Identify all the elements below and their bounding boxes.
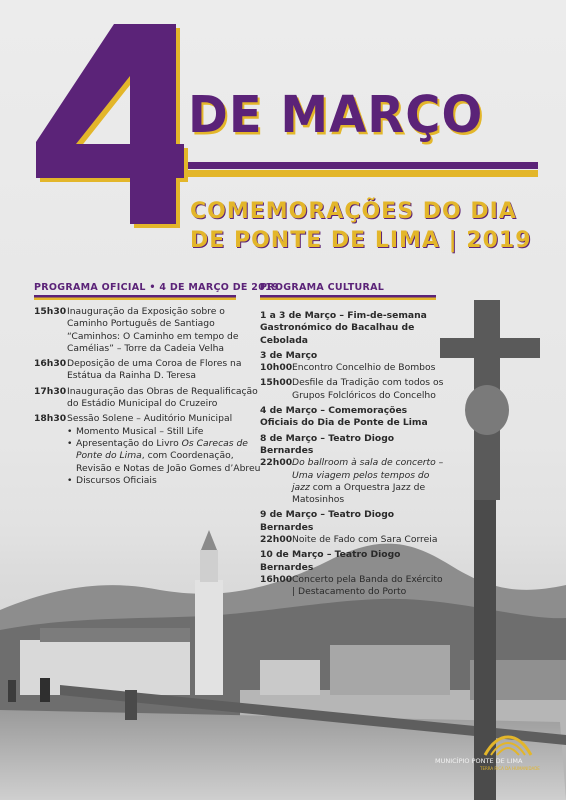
cultural-item: 22h00 Do ballroom à sala de concerto – Uma viagem pelos tempos do jazz com a Orquestra Jazz de Matosinhos [260,457,444,506]
event-description: Inauguração das Obras de Requalificação do Estádio Municipal do Cruzeiro [67,385,258,410]
cultural-program-list [260,310,446,602]
cultural-program-rule [260,295,436,300]
official-item [34,306,266,355]
event-description: Deposição de uma Coroa de Flores na Estátua da Rainha D. Teresa [67,358,242,382]
title-rule-gold [188,170,538,177]
cultural-item: 15h00 Desfile da Tradição com todos os Grupos Folclóricos do Concelho [260,377,444,401]
cultural-item: 10h00 Encontro Concelhio de Bombos [260,362,436,374]
official-item [34,358,266,383]
logo-name: MUNICÍPIO PONTE DE LIMA [435,757,523,765]
title-rule-purple [188,162,538,169]
cultural-item: 22h00 Noite de Fado com Sara Correia [260,534,438,546]
day-heading: 8 de Março – Teatro Diogo Bernardes [260,432,395,456]
day-heading: 10 de Março – Teatro Diogo Bernardes [260,549,401,573]
official-item [34,386,266,411]
logo-tagline: TERRA RICA DA HUMANIDADE [480,766,540,771]
session-subitems [67,426,266,487]
title-date: DE MARÇO [188,86,484,145]
municipality-logo [435,735,545,775]
list-item: 1 a 3 de Março – Fim-de-semana Gastronómico do Bacalhau de Cebolada [260,310,427,346]
cultural-item: 16h00 Concerto pela Banda do Exército | Destacamento do Porto [260,573,443,598]
official-item [34,413,266,487]
official-program-heading: PROGRAMA OFICIAL • 4 DE MARÇO DE 2019 [34,282,279,293]
cultural-program-heading: PROGRAMA CULTURAL [260,282,385,293]
event-time: 18h30 [34,413,67,425]
list-item: • Apresentação do Livro Os Carecas de Ponte do Lima, com Coordenação, Revisão e Notas de João Gomes d’Abreu [67,438,266,475]
event-description: Sessão Solene – Auditório Municipal [67,413,233,425]
official-program-list [34,306,266,490]
bridge-arches-icon [483,735,533,757]
subtitle-line-1: COMEMORAÇÕES DO DIA [190,199,517,224]
big-number-four [36,24,188,232]
event-time: 16h30 [34,358,67,370]
stone-cross-icon [440,300,540,500]
event-description: Inauguração da Exposição sobre o Caminho Português de Santiago “Caminhos: O Caminho em tempo de Camélias” – Torre da Cadeia Velha [67,306,239,354]
day-heading: 3 de Março [260,349,318,361]
list-item: • Discursos Oficiais [67,475,266,487]
event-time: 17h30 [34,385,67,397]
list-item: • Momento Musical – Still Life [67,426,266,438]
day-heading: 9 de Março – Teatro Diogo Bernardes [260,509,395,533]
official-program-rule [34,295,236,300]
subtitle-line-2: DE PONTE DE LIMA | 2019 [190,228,532,253]
list-item: 4 de Março – Comemorações Oficiais do Dia de Ponte de Lima [260,405,428,429]
four-glyph-icon [36,24,188,232]
event-time: 15h30 [34,306,67,317]
